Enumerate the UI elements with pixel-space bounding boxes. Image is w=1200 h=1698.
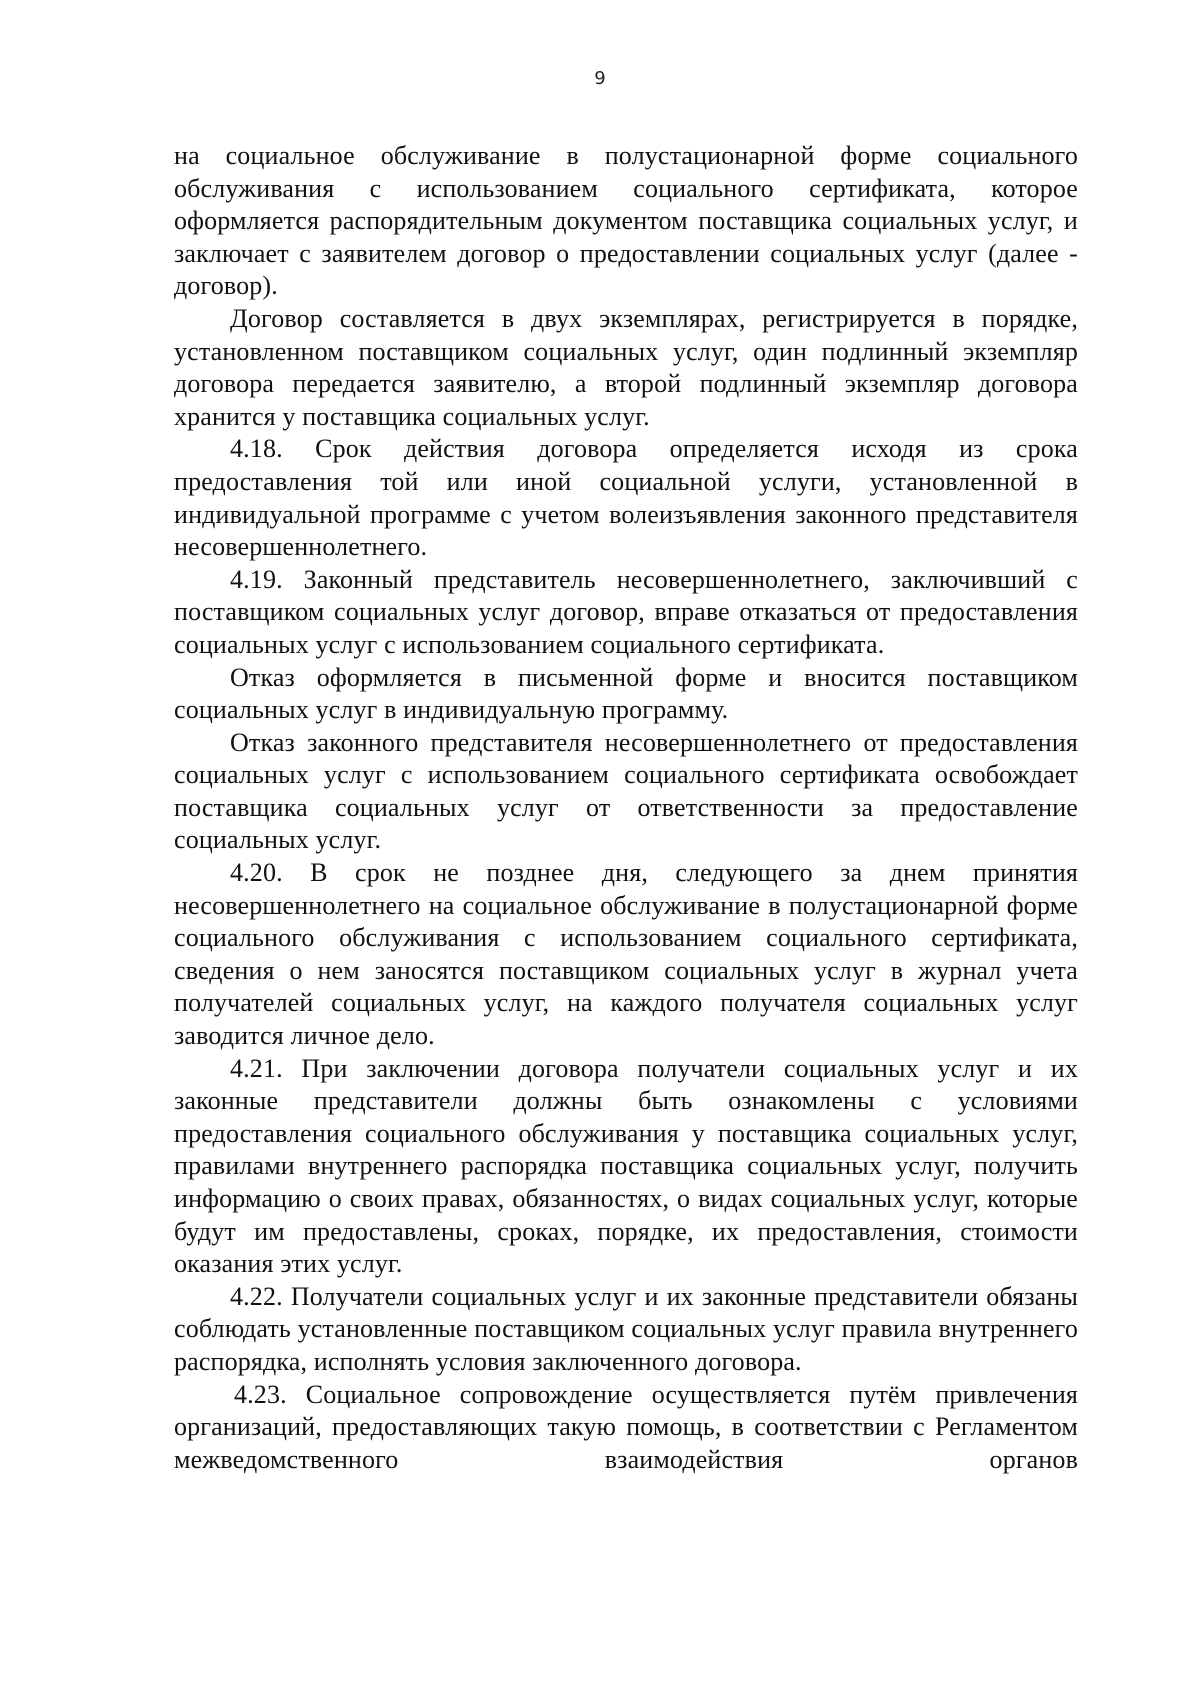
paragraph-refusal-liability: Отказ законного представителя несовершеннолетнего от предоставления социальных услуг с использованием социального сертификата освобождает поставщика социальных услуг от ответственности за предоставление социальных услуг. <box>174 727 1078 855</box>
document-body <box>174 140 1078 1476</box>
page-number: 9 <box>594 68 606 89</box>
paragraph-continuation: на социальное обслуживание в полустационарной форме социального обслуживания с использованием социального сертификата, которое оформляется распорядительным документом поставщика социальных услуг, и заключает с заявителем договор о предоставлении социальных услуг (далее - договор). <box>174 141 1078 301</box>
paragraph-4-21: 4.21. При заключении договора получатели социальных услуг и их законные представители должны быть ознакомлены с условиями предоставления социального обслуживания у поставщика социальных услуг, правилами внутреннего распорядка поставщика социальных услуг, получить информацию о своих правах, обязанностях, о видах социальных услуг, которые будут им предоставлены, сроках, порядке, их предоставления, стоимости оказания этих услуг. <box>174 1053 1078 1279</box>
paragraph-contract-copies: Договор составляется в двух экземплярах, регистрируется в порядке, установленном поставщиком социальных услуг, один подлинный экземпляр договора передается заявителю, а второй подлинный экземпляр договора хранится у поставщика социальных услуг. <box>174 303 1078 431</box>
paragraph-4-19: 4.19. Законный представитель несовершеннолетнего, заключивший с поставщиком социальных услуг договор, вправе отказаться от предоставления социальных услуг с использованием социального сертификата. <box>174 564 1078 659</box>
paragraph-4-22: 4.22. Получатели социальных услуг и их законные представители обязаны соблюдать установленные поставщиком социальных услуг правила внутреннего распорядка, исполнять условия заключенного договора. <box>174 1281 1078 1376</box>
paragraph-4-18: 4.18. Срок действия договора определяется исходя из срока предоставления той или иной социальной услуги, установленной в индивидуальной программе с учетом волеизъявления законного представителя несовершеннолетнего. <box>174 434 1078 562</box>
paragraph-4-23: 4.23. Социальное сопровождение осуществляется путём привлечения организаций, предоставляющих такую помощь, в соответствии с Регламентом межведомственного взаимодействия органов <box>174 1379 1078 1474</box>
paragraph-refusal-form: Отказ оформляется в письменной форме и вносится поставщиком социальных услуг в индивидуальную программу. <box>174 662 1078 725</box>
paragraph-4-20: 4.20. В срок не позднее дня, следующего за днем принятия несовершеннолетнего на социальное обслуживание в полустационарной форме социального обслуживания с использованием социального сертификата, сведения о нем заносятся поставщиком социальных услуг в журнал учета получателей социальных услуг, на каждого получателя социальных услуг заводится личное дело. <box>174 858 1078 1051</box>
